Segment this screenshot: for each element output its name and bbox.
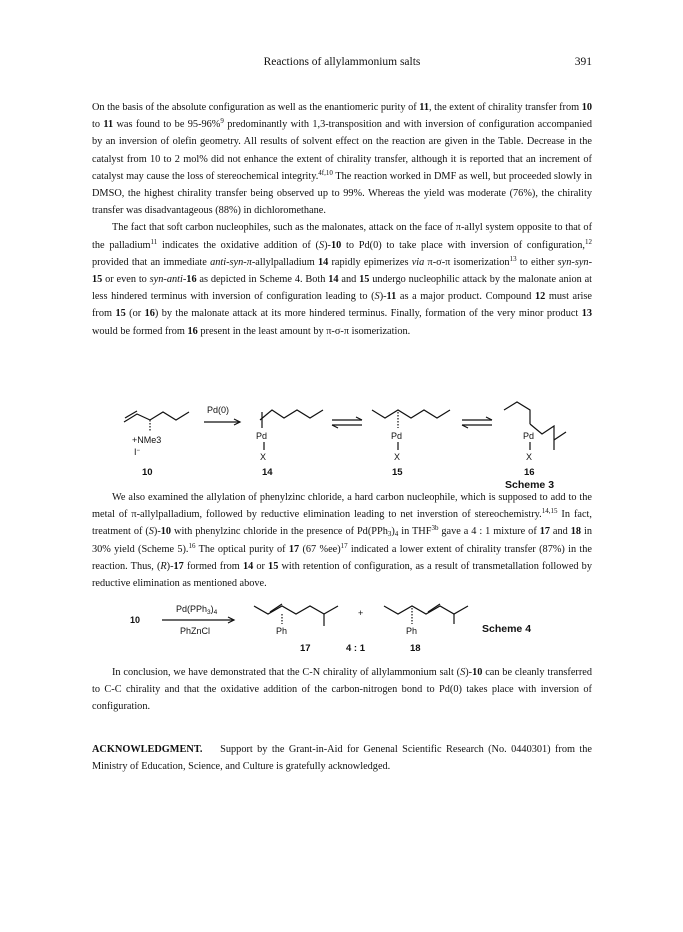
acknowledgment-paragraph: [92, 741, 592, 775]
ph-label-17: Ph: [276, 626, 288, 636]
text-run: -: [588, 256, 592, 268]
text-run: syn-syn: [557, 256, 589, 268]
text-run: On the basis of the absolute configuration as well as the enantiomeric purity of: [92, 102, 420, 113]
paragraph-phenylzinc: [92, 489, 592, 592]
compound-number: 17: [288, 543, 300, 555]
compound-number: 10: [160, 526, 172, 538]
text-run: In conclusion, we have demonstrated that the C-N chirality of allylammonium salt (: [112, 667, 461, 678]
scheme-3: [92, 398, 592, 488]
text-run: present in the least amount by π-σ-π isomerization.: [197, 325, 411, 337]
text-run: ): [391, 526, 395, 538]
product-ratio: 4 : 1: [346, 643, 366, 654]
text-run: -: [182, 274, 187, 286]
text-run: S: [460, 667, 466, 678]
scheme-4: [92, 592, 592, 654]
text-run: In fact, treatment of (: [92, 509, 592, 538]
compound-number: 11: [419, 102, 429, 113]
pd-label-14: Pd: [256, 431, 268, 441]
text-run: gave a 4 : 1 mixture of: [438, 526, 540, 538]
compound-number: 10: [330, 239, 342, 251]
compound-number: 14: [242, 560, 254, 572]
compound-number: 13: [581, 308, 592, 320]
double-bond-17: [270, 604, 282, 612]
compound-number: 15: [268, 560, 279, 572]
compound-number-18: 18: [410, 643, 421, 654]
text-run: as a major product. Compound: [396, 291, 535, 303]
iodide-label: I−: [134, 447, 141, 457]
scheme3-reagent: Pd(0): [207, 405, 230, 415]
citation-superscript: 3b: [431, 524, 439, 533]
text-run: S: [148, 526, 154, 538]
compound-number: 12: [534, 291, 546, 303]
text-run: and: [338, 274, 360, 286]
compound-number: 16: [187, 325, 198, 337]
paragraph-chirality-transfer: [92, 99, 592, 219]
text-run: S: [318, 239, 325, 251]
compound-number: 15: [359, 274, 370, 286]
text-run: was found to be 95-96%: [113, 119, 221, 131]
text-run: We also examined the allylation of phenylzinc chloride, a hard carbon nucleophile, which is supposed to add to the metal of π-allylpalladium, followed by reductive elimination leading to net inverstion of stereochemistry.: [92, 492, 592, 521]
compound-number-16: 16: [524, 467, 535, 478]
acknowledgment-body: Support by the Grant-in-Aid for Genenal Scientific Research (No. 0440301) from the Ministry of Education, Science, and Culture is gratefully acknowledged.: [92, 744, 592, 773]
text-run: )-: [166, 560, 174, 572]
text-run: via: [411, 256, 425, 268]
methyl-17: [324, 606, 338, 614]
compound-number: 11: [386, 291, 397, 303]
text-run: S: [374, 291, 380, 303]
compound-number: 17: [539, 526, 550, 538]
text-run: syn-anti: [149, 274, 183, 286]
text-run: )-: [379, 291, 387, 303]
compound-number: 10: [581, 102, 592, 113]
allyl-chain-14: [260, 410, 323, 420]
text-run: ) by the malonate attack at its more hindered terminus. Finally, formation of the very minor product: [154, 308, 582, 320]
chain-17: [254, 606, 324, 626]
text-run: anti-syn-π: [210, 256, 252, 268]
text-run: and: [550, 526, 571, 538]
acknowledgment-heading: ACKNOWLEDGMENT.: [92, 744, 203, 755]
body-text-middle: [92, 489, 592, 592]
text-run: with retention of configuration, as a result of transmetallation followed by reductive elimination as mentioned above.: [92, 560, 592, 590]
text-run: or: [253, 560, 269, 572]
compound-number: 14: [317, 256, 329, 268]
text-run: with phenylzinc chloride in the presence of Pd(PPh: [171, 526, 388, 538]
pd-label-15: Pd: [391, 431, 403, 441]
compound-number: 15: [115, 308, 126, 320]
compound-number-14: 14: [262, 467, 273, 478]
text-run: predominantly with 1,3-transposition and with inversion of configuration accompanied by an inversion of olefin geometry. All results of solvent effect on the reaction are given in the Table. Decrease in the catalyst from 10 to 2 mol% did not enhance the extent of chirality transfer, although it is reported that an increment of catalyst may cause the loss of stereochemical integrity.: [92, 119, 592, 182]
text-run: -allylpalladium: [251, 256, 318, 268]
start-compound-10: 10: [130, 615, 141, 625]
text-run: R: [160, 560, 167, 572]
text-run: undergo nucleophilic attack by the malonate anion at less hindered terminus with inversion of configuration leading to (: [92, 274, 593, 303]
paragraph-mechanism: [92, 219, 592, 339]
text-run: (67 %ee): [299, 543, 341, 555]
pd-label-16: Pd: [523, 431, 535, 441]
text-run: 3: [387, 530, 392, 539]
compound-number: 16: [186, 274, 197, 286]
text-run: (or: [125, 308, 145, 320]
plus-sign: +: [358, 608, 364, 618]
text-run: to Pd(0) to take place with inversion of configuration,: [341, 239, 585, 251]
allyl-chain-15: [372, 410, 450, 418]
compound-number: 14: [328, 274, 339, 286]
double-bond-18: [428, 604, 440, 612]
text-run: 4: [394, 530, 399, 539]
body-text-conclusion: [92, 664, 592, 716]
citation-superscript: 9: [220, 117, 224, 126]
text-run: )-: [324, 239, 331, 251]
scheme-4-drawing: [92, 592, 592, 654]
text-run: , the extent of chirality transfer from: [428, 102, 582, 113]
text-run: indicates the oxidative addition of (: [157, 239, 319, 251]
citation-superscript: 16: [188, 541, 196, 550]
compound-number: 15: [92, 274, 103, 286]
text-run: )-: [153, 526, 161, 538]
text-run: or even to: [102, 274, 150, 286]
citation-superscript: 11: [150, 237, 158, 246]
text-run: to: [92, 119, 104, 131]
citation-superscript: 14,15: [541, 507, 558, 516]
running-title: Reactions of allylammonium salts: [263, 56, 421, 68]
paragraph-conclusion: [92, 664, 592, 716]
citation-superscript: 12: [584, 237, 592, 246]
x-label-16: X: [526, 452, 533, 462]
text-run: to either: [516, 256, 558, 268]
compound-number-15: 15: [392, 467, 403, 478]
scheme-3-label: Scheme 3: [505, 479, 555, 488]
compound-number: 16: [144, 308, 155, 320]
allyl-chain-16: [504, 402, 530, 424]
citation-superscript: 13: [509, 254, 517, 263]
catalyst-label: $Pd(PPh_3)_4$: [176, 604, 218, 616]
ammonium-label: +NMe3: [132, 435, 162, 445]
nucleophile-label: PhZnCl: [180, 626, 211, 636]
text-run: rapidly epimerizes: [328, 256, 412, 268]
ph-label-18: Ph: [406, 626, 418, 636]
text-run: in THF: [398, 526, 432, 538]
allyl-chain-16b: [530, 424, 566, 450]
chain-18: [384, 606, 468, 614]
text-run: as depicted in Scheme 4. Both: [196, 274, 329, 286]
text-run: must arise from: [92, 291, 592, 320]
citation-superscript: 17: [340, 541, 348, 550]
scheme-3-drawing: [92, 398, 592, 488]
compound-number: 18: [570, 526, 582, 538]
compound-number: 17: [173, 560, 184, 572]
text-run: would be formed from: [92, 325, 188, 337]
text-run: in 30% yield (Scheme 5).: [92, 526, 592, 555]
body-text-upper: [92, 99, 592, 340]
scheme-4-label: Scheme 4: [482, 623, 532, 635]
compound-number-10: 10: [142, 467, 153, 478]
text-run: The fact that soft carbon nucleophiles, such as the malonates, attack on the face of π-allyl system opposite to that of the palladium: [92, 222, 592, 251]
text-run: indicated a lower extent of chirality transfer (87%) in the reaction. Thus, (: [92, 543, 592, 572]
x-label-14: X: [260, 452, 267, 462]
compound-number-17: 17: [300, 643, 311, 654]
x-label-15: X: [394, 452, 401, 462]
page-number: 391: [574, 56, 592, 68]
compound-number: 10: [472, 667, 483, 678]
acknowledgment-section: [92, 741, 592, 775]
text-run: The optical purity of: [195, 543, 289, 555]
text-run: formed from: [183, 560, 243, 572]
compound-number: 11: [103, 119, 114, 131]
text-run: )-: [465, 667, 473, 678]
citation-superscript: 4f,10: [318, 168, 333, 177]
text-run: provided that an immediate: [92, 256, 211, 268]
text-run: π-σ-π isomerization: [424, 256, 510, 268]
text-run: The reaction worked in DMF as well, but proceeded slowly in DMSO, the highest chirality transfer being observed up to 99%. Whereas the yield was moderate (76%), the chirality transfer was disadvantageous (88%) in dichloromethane.: [92, 170, 592, 217]
text-run: can be cleanly transferred to C-C chirality and that the oxidative addition of the carbon-nitrogen bond to Pd(0) takes place with inversion of configuration.: [92, 667, 592, 713]
